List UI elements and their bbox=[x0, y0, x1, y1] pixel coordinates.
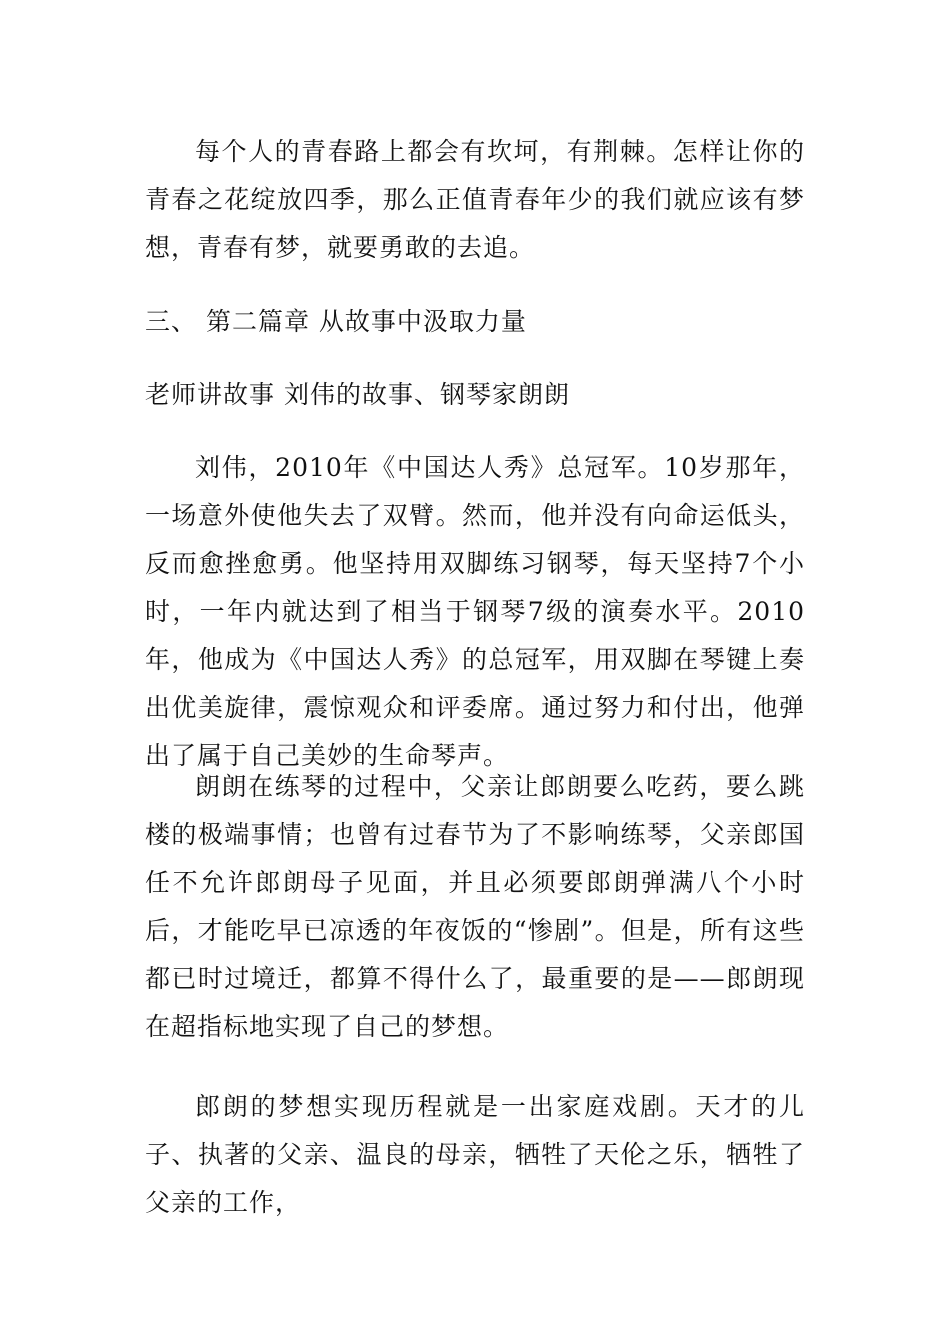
section-heading: 三、 第二篇章 从故事中汲取力量 bbox=[145, 307, 527, 336]
paragraph-liu-wei: 刘伟，2010年《中国达人秀》总冠军。10岁那年，一场意外使他失去了双臂。然而，他并没有向命运低头，反而愈挫愈勇。他坚持用双脚练习钢琴，每天坚持7个小时，一年内就达到了相当于钢琴7级的演奏水平。2010年，他成为《中国达人秀》的总冠军，用双脚在琴键上奏出优美旋律，震惊观众和评委席。通过努力和付出，他弹出了属于自己美妙的生命琴声。 bbox=[145, 453, 805, 770]
paragraph-lang-lang-dream: 郎朗的梦想实现历程就是一出家庭戏剧。天才的儿子、执著的父亲、温良的母亲，牺牲了天伦之乐，牺牲了父亲的工作， bbox=[145, 1092, 805, 1217]
paragraph-lang-lang-practice: 朗朗在练琴的过程中，父亲让郎朗要么吃药，要么跳楼的极端事情；也曾有过春节为了不影响练琴，父亲郎国任不允许郎朗母子见面，并且必须要郎朗弹满八个小时后，才能吃早已凉透的年夜饭的“惨剧”。但是，所有这些都已时过境迁，都算不得什么了，最重要的是——郎朗现在超指标地实现了自己的梦想。 bbox=[145, 772, 805, 1041]
paragraph-youth-dream: 每个人的青春路上都会有坎坷，有荆棘。怎样让你的青春之花绽放四季，那么正值青春年少的我们就应该有梦想，青春有梦，就要勇敢的去追。 bbox=[145, 137, 805, 262]
sub-heading: 老师讲故事 刘伟的故事、钢琴家朗朗 bbox=[145, 380, 570, 409]
